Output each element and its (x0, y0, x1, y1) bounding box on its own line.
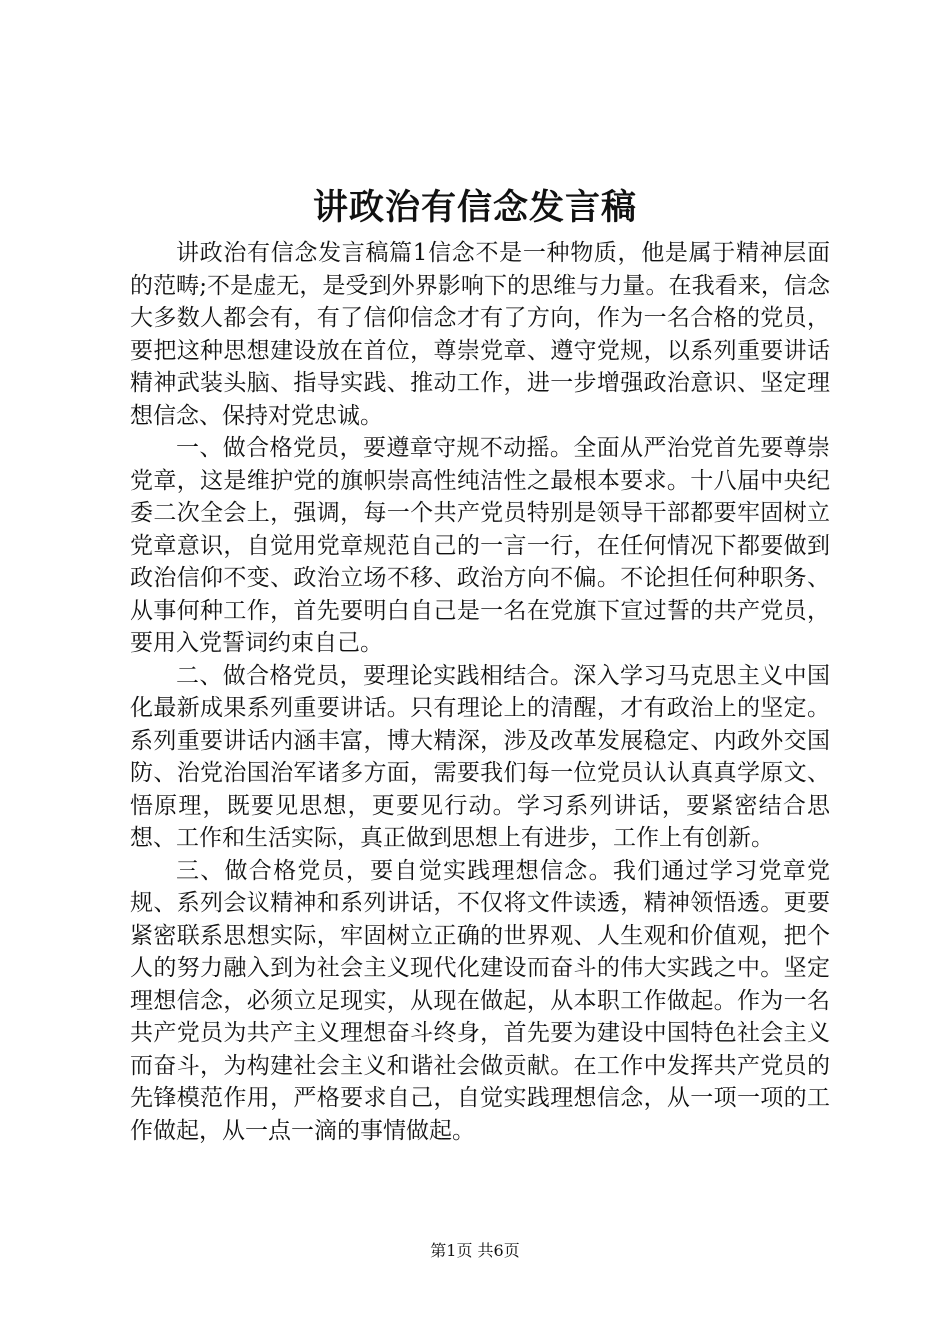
paragraph-section-2: 二、做合格党员，要理论实践相结合。深入学习马克思主义中国化最新成果系列重要讲话。只有理论上的清醒，才有政治上的坚定。系列重要讲话内涵丰富，博大精深，涉及改革发展稳定、内政外交国防、治党治国治军诸多方面，需要我们每一位党员认认真真学原文、悟原理，既要见思想，更要见行动。学习系列讲话，要紧密结合思想、工作和生活实际，真正做到思想上有进步，工作上有创新。 (130, 662, 830, 851)
paragraph-intro: 讲政治有信念发言稿篇1信念不是一种物质，他是属于精神层面的范畴;不是虚无，是受到外界影响下的思维与力量。在我看来，信念大多数人都会有，有了信仰信念才有了方向，作为一名合格的党员，要把这种思想建设放在首位，尊崇党章、遵守党规，以系列重要讲话精神武装头脑、指导实践、推动工作，进一步增强政治意识、坚定理想信念、保持对党忠诚。 (130, 240, 830, 429)
document-title: 讲政治有信念发言稿 (312, 187, 637, 228)
page-footer: 第1页 共6页 (430, 1241, 520, 1260)
paragraph-section-1: 一、做合格党员，要遵章守规不动摇。全面从严治党首先要尊崇党章，这是维护党的旗帜崇高性纯洁性之最根本要求。十八届中央纪委二次全会上，强调，每一个共产党员特别是领导干部都要牢固树立党章意识，自觉用党章规范自己的一言一行，在任何情况下都要做到政治信仰不变、政治立场不移、政治方向不偏。不论担任何种职务、从事何种工作，首先要明白自己是一名在党旗下宣过誓的共产党员，要用入党誓词约束自己。 (130, 435, 830, 656)
paragraph-section-3: 三、做合格党员，要自觉实践理想信念。我们通过学习党章党规、系列会议精神和系列讲话，不仅将文件读透，精神领悟透。更要紧密联系思想实际，牢固树立正确的世界观、人生观和价值观，把个人的努力融入到为社会主义现代化建设而奋斗的伟大实践之中。坚定理想信念，必须立足现实，从现在做起，从本职工作做起。作为一名共产党员为共产主义理想奋斗终身，首先要为建设中国特色社会主义而奋斗，为构建社会主义和谐社会做贡献。在工作中发挥共产党员的先锋模范作用，严格要求自己，自觉实践理想信念，从一项一项的工作做起，从一点一滴的事情做起。 (130, 857, 830, 1144)
document-body (130, 237, 830, 1147)
